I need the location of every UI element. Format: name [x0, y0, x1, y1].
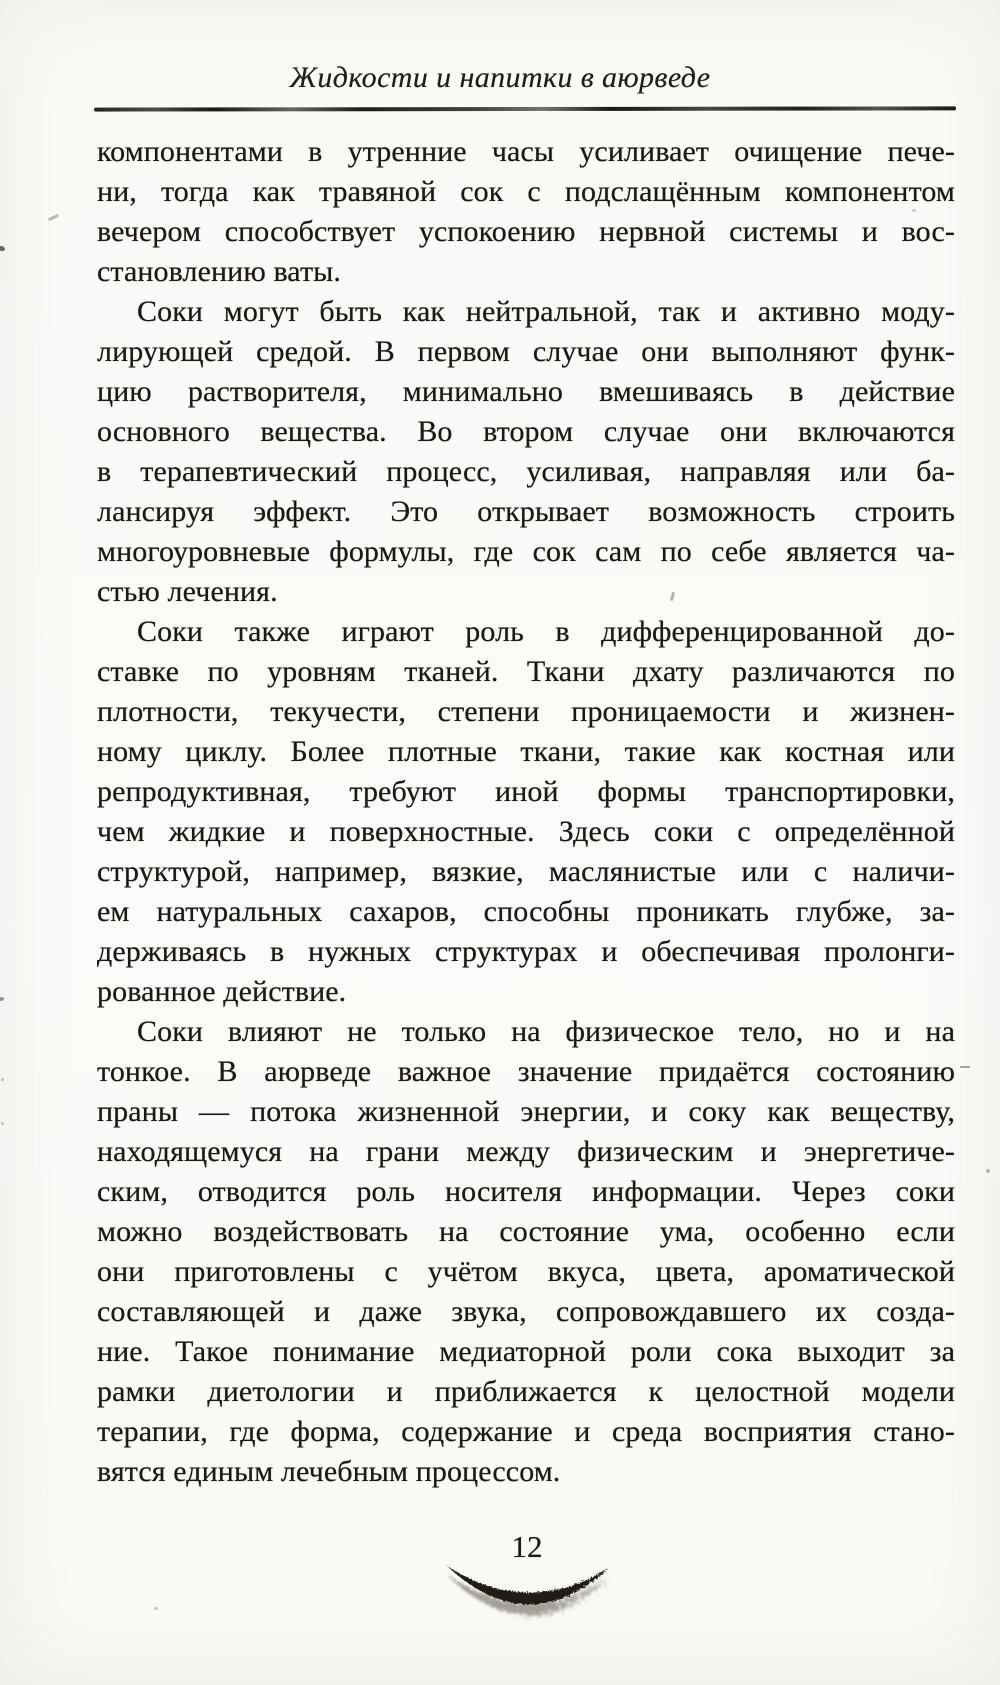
text-line: находящемуся на грани между физическим и энергетиче-: [97, 1135, 955, 1168]
text-line: Соки могут быть как нейтральной, так и активно моду-: [137, 295, 955, 328]
text-line: рамки диетологии и приближается к целостной модели: [97, 1375, 955, 1408]
page-number: 12: [511, 1529, 543, 1564]
scan-speck: [154, 1607, 158, 1610]
text-line: ем натуральных сахаров, способны проникать глубже, за-: [97, 895, 955, 928]
header-rule: [94, 106, 956, 111]
running-header-title: Жидкости и напитки в аюрведе: [289, 61, 711, 94]
paragraph: [97, 1012, 955, 1492]
text-line: чем жидкие и поверхностные. Здесь соки с определённой: [97, 815, 955, 848]
text-line: цию растворителя, минимально вмешиваясь в действие: [97, 375, 955, 408]
text-line: праны — потока жизненной энергии, и соку как веществу,: [97, 1095, 955, 1128]
text-line: терапии, где форма, содержание и среда восприятия стано-: [97, 1415, 955, 1448]
text-line: лансируя эффект. Это открывает возможность строить: [97, 495, 955, 528]
text-line: ни, тогда как травяной сок с подслащённым компонентом: [97, 175, 955, 208]
text-line: они приготовлены с учётом вкуса, цвета, ароматической: [97, 1255, 955, 1288]
text-line: становлению ваты.: [97, 255, 342, 288]
scan-speck: [1, 1078, 4, 1081]
text-line: компонентами в утренние часы усиливает очищение пече-: [97, 135, 955, 168]
scan-speck: [960, 1066, 970, 1068]
text-line: в терапевтический процесс, усиливая, направляя или ба-: [97, 455, 955, 488]
scan-speck: [986, 1169, 990, 1173]
text-line: можно воздействовать на состояние ума, особенно если: [97, 1215, 955, 1248]
text-line: вечером способствует успокоению нервной системы и вос-: [97, 215, 955, 248]
text-line: ние. Такое понимание медиаторной роли сока выходит за: [97, 1335, 955, 1368]
scan-speck: [0, 245, 6, 252]
text-line: рованное действие.: [97, 975, 347, 1008]
text-line: Соки влияют не только на физическое тело, но и на: [137, 1015, 955, 1048]
text-line: плотности, текучести, степени проницаемости и жизнен-: [97, 695, 955, 728]
paragraph: [97, 612, 955, 1012]
text-line: составляющей и даже звука, сопровождавшего их созда-: [97, 1295, 955, 1328]
paragraph: [97, 132, 955, 292]
text-line: ским, отводится роль носителя информации. Через соки: [97, 1175, 955, 1208]
scan-speck: [1, 1122, 4, 1125]
page-body-text: [97, 132, 955, 1492]
text-line: многоуровневые формулы, где сок сам по себе является ча-: [97, 535, 955, 568]
scan-speck: [48, 214, 59, 221]
text-line: репродуктивная, требуют иной формы транспортировки,: [97, 775, 955, 808]
text-line: ному циклу. Более плотные ткани, такие как костная или: [97, 735, 955, 768]
crescent-ornament-icon: [442, 1558, 614, 1632]
text-line: вятся единым лечебным процессом.: [97, 1455, 561, 1488]
text-line: держиваясь в нужных структурах и обеспечивая пролонги-: [97, 935, 955, 968]
text-line: стью лечения.: [97, 575, 278, 608]
text-line: структурой, например, вязкие, маслянистые или с наличи-: [97, 855, 955, 888]
scan-speck: [0, 997, 4, 1001]
text-line: тонкое. В аюрведе важное значение придаётся состоянию: [97, 1055, 955, 1088]
text-line: основного вещества. Во втором случае они включаются: [97, 415, 955, 448]
text-line: ставке по уровням тканей. Ткани дхату различаются по: [97, 655, 955, 688]
text-line: Соки также играют роль в дифференцированной до-: [137, 615, 955, 648]
paragraph: [97, 292, 955, 612]
text-line: лирующей средой. В первом случае они выполняют функ-: [97, 335, 955, 368]
